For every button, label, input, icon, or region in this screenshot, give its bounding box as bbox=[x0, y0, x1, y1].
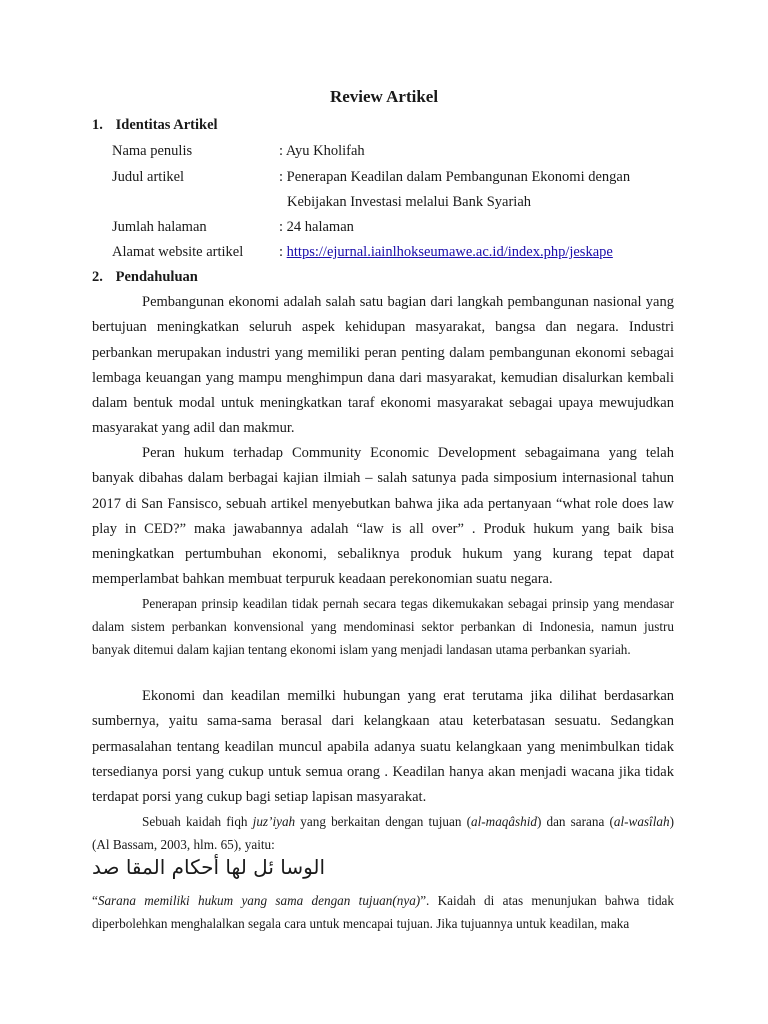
section-heading-text: Identitas Artikel bbox=[115, 117, 218, 133]
p5-text-g: ) (Al Bassam, 2003, hlm. 65), yaitu: bbox=[92, 814, 674, 852]
p5-term-wasilah: al-wasîlah bbox=[613, 814, 670, 829]
p5-text-e: ) dan sarana ( bbox=[536, 814, 614, 829]
p5-term-juziyah: juz’iyah bbox=[252, 814, 296, 829]
value-judul-artikel: : Penerapan Keadilan dalam Pembangunan Ekonomi dengan bbox=[279, 169, 631, 185]
section-heading-text: Pendahuluan bbox=[115, 269, 198, 285]
value-nama-penulis: : Ayu Kholifah bbox=[279, 143, 365, 159]
label-alamat-website: Alamat website artikel bbox=[112, 244, 244, 260]
p6-text: ”. Kaidah di atas menunjukan bahwa tidak diperbolehkan menghalalkan segala cara untuk mencapai tujuan. Jika tujuannya untuk keadilan, maka bbox=[92, 893, 675, 931]
value-alamat-website bbox=[279, 244, 613, 261]
p6-open-quote: “ bbox=[92, 893, 98, 908]
p5-term-maqashid: al-maqâshid bbox=[471, 814, 537, 829]
value-jumlah-halaman: : 24 halaman bbox=[279, 219, 354, 235]
p6-translation: Sarana memiliki hukum yang sama dengan tujuan(nya) bbox=[97, 893, 421, 908]
section-number: 2. bbox=[92, 269, 103, 285]
label-jumlah-halaman: Jumlah halaman bbox=[112, 219, 207, 235]
arabic-quote: الوسا ئل لها أحكام المقا صد bbox=[92, 855, 326, 879]
label-judul-artikel: Judul artikel bbox=[112, 169, 185, 185]
paragraph-5 bbox=[92, 810, 674, 856]
paragraph-3: Penerapan prinsip keadilan tidak pernah secara tegas dikemukakan sebagai prinsip yang mendasar dalam sistem perbankan konvensional yang mendominasi sektor perbankan di Indonesia, namun justru banyak ditemui dalam kajian tentang ekonomi islam yang menjadi landasan utama perbankan syariah. bbox=[92, 596, 674, 657]
paragraph-1: Pembangunan ekonomi adalah salah satu bagian dari langkah pembangunan nasional yang bertujuan meningkatkan seluruh aspek kehidupan masyarakat, bangsa dan negara. Industri perbankan merupakan industri yang memiliki peran penting dalam pembangunan ekonomi sebagai lembaga keuangan yang mampu menghimpun dana dari masyarakat, kemudian disalurkan kembali dalam bentuk modal untuk meningkatkan taraf ekonomi masyarakat sebagai upaya mewujudkan masyarakat yang adil dan makmur. bbox=[92, 294, 674, 437]
p5-text-c: yang berkaitan dengan tujuan ( bbox=[295, 814, 472, 829]
section-heading-identitas bbox=[92, 117, 218, 134]
value-prefix: : bbox=[279, 244, 287, 260]
value-judul-artikel-line2: Kebijakan Investasi melalui Bank Syariah bbox=[287, 194, 532, 210]
section-heading-pendahuluan bbox=[92, 269, 198, 286]
p5-text-a: Sebuah kaidah fiqh bbox=[142, 814, 253, 829]
paragraph-6 bbox=[92, 889, 674, 935]
paragraph-2: Peran hukum terhadap Community Economic Development sebagaimana yang telah banyak dibahas dalam berbagai kajian ilmiah – salah satunya pada simposium internasional tahun 2017 di San Fansisco, sebuah artikel menyebutkan bahwa jika ada pertanyaan “what role does law play in CED?” maka jawabannya adalah “law is all over” . Produk hukum yang baik bisa meningkatkan pertumbuhan ekonomi, sebaliknya produk hukum yang kurang tepat dapat memperlambat bahkan membuat terpuruk keadaan perekonomian suatu negara. bbox=[92, 445, 674, 588]
label-nama-penulis: Nama penulis bbox=[112, 143, 193, 159]
page-title: Review Artikel bbox=[329, 87, 439, 106]
article-website-link[interactable]: https://ejurnal.iainlhokseumawe.ac.id/index.php/jeskape bbox=[286, 244, 613, 260]
section-number: 1. bbox=[92, 117, 103, 133]
paragraph-4: Ekonomi dan keadilan memilki hubungan yang erat terutama jika dilihat berdasarkan sumbernya, yaitu sama-sama berasal dari kelangkaan atau keterbatasan sesuatu. Sedangkan permasalahan tentang keadilan muncul apabila adanya suatu kelangkaan yang menimbulkan tidak tersedianya porsi yang cukup untuk semua orang . Keadilan hanya akan menjadi wacana jika tidak terdapat porsi yang cukup bagi setiap lapisan masyarakat. bbox=[92, 688, 674, 806]
